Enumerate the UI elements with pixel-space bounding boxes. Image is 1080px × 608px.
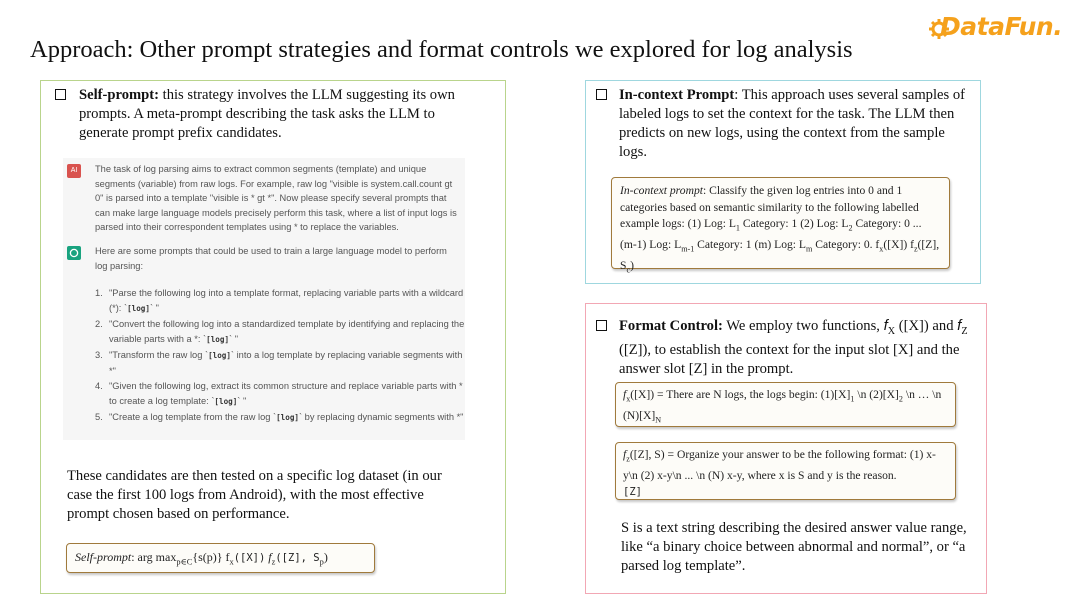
checkbox-icon: [596, 320, 607, 331]
fz-formula: $f_z([Z]$, S) = Organize your answer to be the following format: (1) x-y\n (2) x-y\n ... \n (N) x-y, where x is S and y is the reason. [Z]: [615, 442, 956, 500]
list-item: 1. "Parse the following log into a template format, replacing variable parts with a wildcard (*): `[log]` ": [95, 288, 464, 313]
list-item: 4. "Given the following log, extract its common structure and replace variable parts with * to create a log template: `[log]` ": [95, 381, 463, 406]
prompt-list: [95, 286, 465, 441]
datafun-logo: [926, 8, 1066, 48]
logo-text: DataFun.: [940, 12, 1063, 41]
user-avatar: AI: [67, 164, 81, 178]
list-item: 2. "Convert the following log into a standardized template by identifying and replacing the variable parts with a *: `[log]` ": [95, 319, 465, 344]
in-context-heading: In-context Prompt: [619, 87, 735, 103]
format-control-heading: Format Control:: [619, 318, 723, 334]
self-prompt-heading: Self-prompt:: [79, 87, 159, 103]
fx-formula: $f_x([X])$ = There are N logs, the logs begin: $(1)[X]_1$ \n $(2)[X]_2$ \n … \n $(N)[X]_N$: [615, 382, 956, 427]
in-context-description: In-context Prompt: This approach uses several samples of labeled logs to set the context for the task. The LLM then predicts on new logs, using the context from the sample logs.: [619, 87, 965, 160]
bot-avatar-icon: [67, 246, 81, 260]
self-prompt-description: Self-prompt: this strategy involves the LLM suggesting its own prompts. A meta-prompt describing the task asks the LLM to generate prompt prefix candidates.: [79, 87, 455, 141]
list-item: 5. "Create a log template from the raw log `[log]` by replacing dynamic segments with *": [95, 412, 464, 422]
bot-intro: Here are some prompts that could be used to train a large language model to perform log parsing:: [95, 246, 447, 271]
self-prompt-formula: Self-prompt: arg $\max_{p\in C}\{s(p)\}$ $f_x([X])$ $f_z([Z]$, $S_p$): [66, 543, 375, 573]
slide-title: Approach: Other prompt strategies and format controls we explored for log analysis: [30, 36, 853, 63]
self-prompt-conclusion: These candidates are then tested on a specific log dataset (in our case the first 100 logs from Android), with the most effective prompt chosen based on performance.: [67, 468, 442, 522]
checkbox-icon: [596, 89, 607, 100]
user-message: The task of log parsing aims to extract common segments (template) and unique segments (variable) from raw logs. For example, raw log "visible is system.call.count gt 0" is parsed into a template "visible is * gt *". Now please specify several prompts that can make large language models precisely perform this task, where a list of input logs is parsed into their correspondent templates using * to replace the variables.: [95, 164, 457, 232]
chat-example: [63, 158, 465, 440]
format-control-note: S is a text string describing the desired answer value range, like “a binary choice between abnormal and normal”, or “a parsed log template”.: [621, 520, 967, 574]
checkbox-icon: [55, 89, 66, 100]
list-item: 3. "Transform the raw log `[log]` into a log template by replacing variable segments with *": [95, 350, 463, 376]
format-control-description: Format Control: We employ two functions, $f_X$ ([X]) and $f_Z$ ([Z]), to establish the context for the input slot [X] and the answer slot [Z] in the prompt.: [619, 317, 968, 377]
in-context-formula: In-context prompt: Classify the given log entries into 0 and 1 categories based on semantic similarity to the following labelled example logs: (1) Log: $L_1$ Category: 1 (2) Log: $L_2$ Category: 0 ... (m-1) Log: $L_{m-1}$ Category: 1 (m) Log: $L_m$ Category: 0. $f_x([X])$ $f_z([Z]$, $S_c$): [611, 177, 950, 269]
